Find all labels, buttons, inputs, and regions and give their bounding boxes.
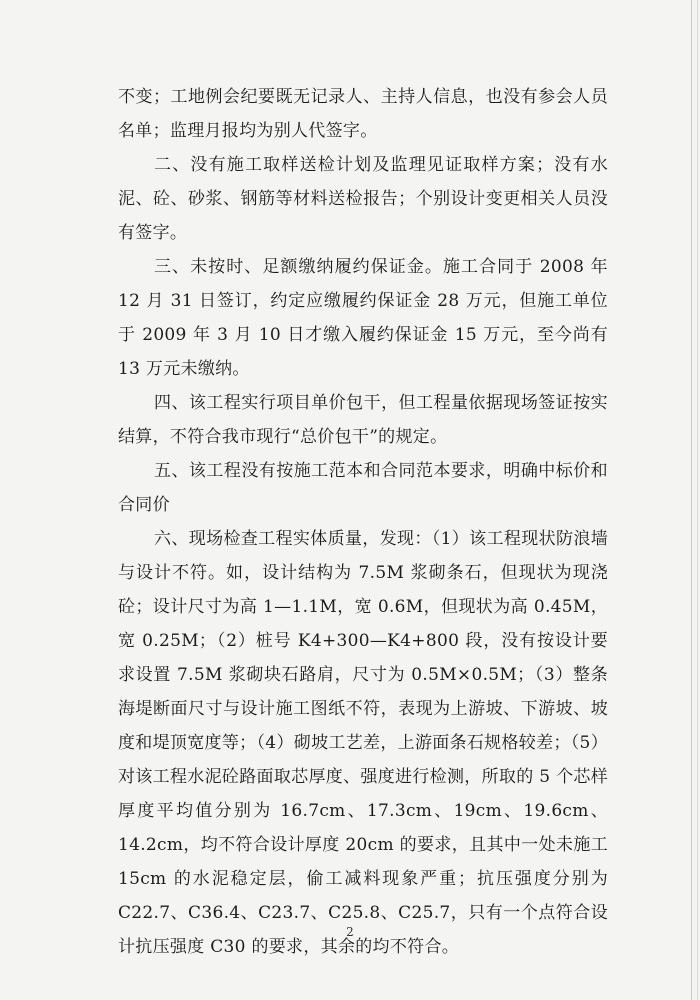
- paragraph-continued: 不变；工地例会纪要既无记录人、主持人信息，也没有参会人员名单；监理月报均为别人代签字。: [118, 87, 608, 141]
- page-edge-line: [691, 0, 692, 1000]
- paragraph-item-4: 四、该工程实行项目单价包干，但工程量依据现场签证按实结算，不符合我市现行“总价包干”的规定。: [118, 393, 608, 447]
- paragraph-item-6: 六、现场检查工程实体质量，发现：（1）该工程现状防浪墙与设计不符。如，设计结构为 7.5M 浆砌条石，但现状为现浇砼；设计尺寸为高 1—1.1M，宽 0.6M，但现状为高 0.45M，宽 0.25M；（2）桩号 K4+300—K4+800 段，没有按设计要求设置 7.5M 浆砌块石路肩，尺寸为 0.5M×0.5M；（3）整条海堤断面尺寸与设计施工图纸不符，表现为上游坡、下游坡、坡度和堤顶宽度等；（4）砌坡工艺差，上游面条石规格较差；（5）对该工程水泥砼路面取芯厚度、强度进行检测，所取的 5 个芯样厚度平均值分别为 16.7cm、17.3cm、19cm、19.6cm、14.2cm，均不符合设计厚度 20cm 的要求，且其中一处未施工 15cm 的水泥稳定层，偷工减料现象严重；抗压强度分别为 C22.7、C36.4、C23.7、C25.8、C25.7，只有一个点符合设计抗压强度 C30 的要求，其余的均不符合。: [118, 529, 608, 957]
- paragraph-item-3: 三、未按时、足额缴纳履约保证金。施工合同于 2008 年 12 月 31 日签订，约定应缴履约保证金 28 万元，但施工单位于 2009 年 3 月 10 日才缴入履约保证金 15 万元，至今尚有 13 万元未缴纳。: [118, 257, 608, 379]
- paragraph-item-2: 二、没有施工取样送检计划及监理见证取样方案；没有水泥、砼、砂浆、钢筋等材料送检报告；个别设计变更相关人员没有签字。: [118, 155, 608, 243]
- paragraph-item-5: 五、该工程没有按施工范本和合同范本要求，明确中标价和合同价: [118, 461, 608, 515]
- page-number: 2: [346, 925, 354, 939]
- document-body: [118, 80, 608, 964]
- page-edge-line: [697, 0, 698, 1000]
